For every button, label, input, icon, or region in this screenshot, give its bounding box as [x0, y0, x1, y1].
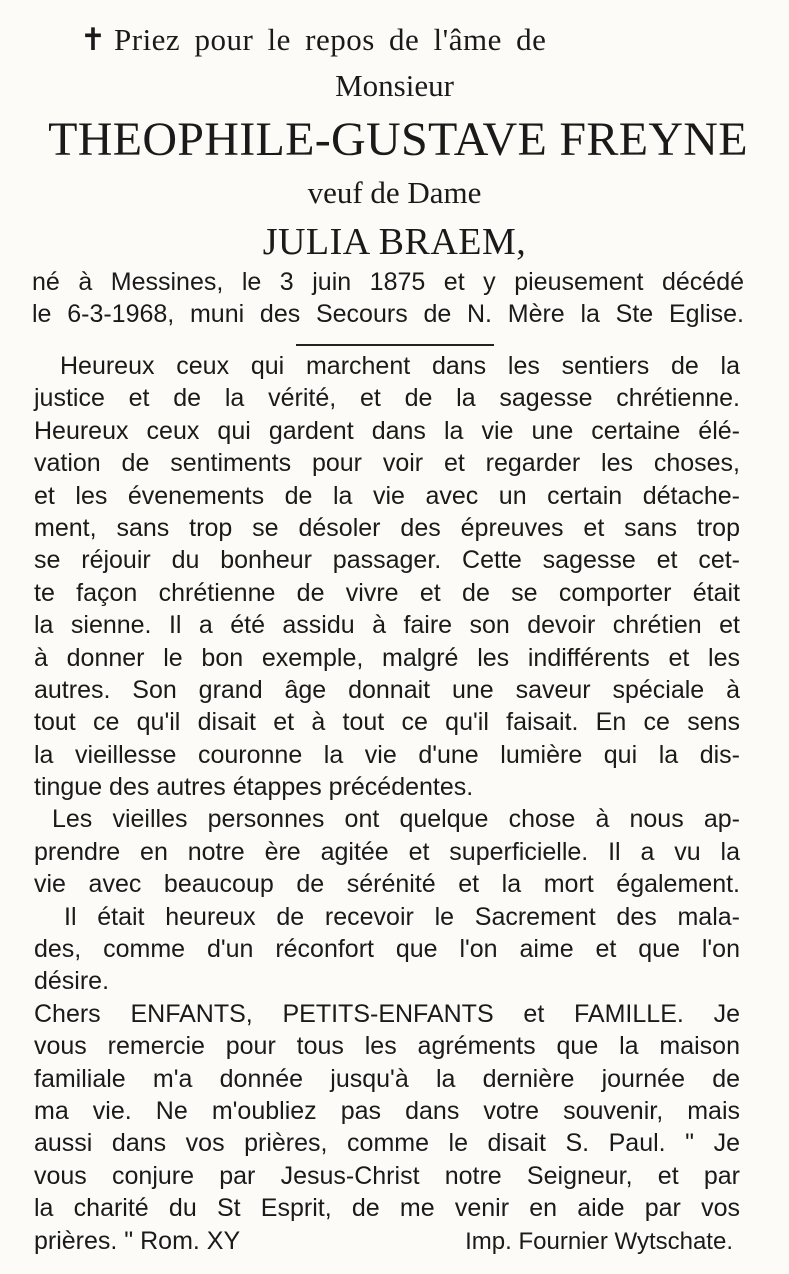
body-line: prières. " Rom. XY	[34, 1226, 241, 1255]
body-line: et les évenements de la vie avec un certain détache-	[34, 481, 740, 510]
body-line: familiale m'a donnée jusqu'à la dernière journée de	[34, 1064, 740, 1093]
body-line: la charité du St Esprit, de me venir en aide par vos	[34, 1194, 740, 1223]
printer-imprint: Imp. Fournier Wytschate.	[465, 1228, 733, 1255]
body-line: Chers ENFANTS, PETITS-ENFANTS et FAMILLE. Je	[34, 999, 740, 1028]
deceased-name: THEOPHILE-GUSTAVE FREYNE	[48, 113, 748, 166]
body-line: aussi dans vos prières, comme le disait S. Paul. " Je	[34, 1129, 740, 1158]
body-line: autres. Son grand âge donnait une saveur spéciale à	[34, 675, 740, 704]
honorific: Monsieur	[335, 68, 454, 103]
body-line: des, comme d'un réconfort que l'on aime et que l'on	[34, 935, 740, 964]
body-line: Les vieilles personnes ont quelque chose à nous ap-	[52, 805, 740, 834]
body-line: te façon chrétienne de vivre et de se comporter était	[34, 578, 740, 607]
widower-line: veuf de Dame	[307, 175, 482, 210]
body-line: vous conjure par Jesus-Christ notre Seigneur, et par	[34, 1161, 740, 1190]
body-line: la sienne. Il a été assidu à faire son devoir chrétien et	[34, 611, 740, 640]
prayer-text: Priez pour le repos de l'âme de	[114, 22, 547, 57]
birth-death-dates	[32, 266, 744, 330]
body-line: Heureux ceux qui marchent dans les sentiers de la	[60, 352, 740, 380]
body-line: prendre en notre ère agitée et superficielle. Il a vu la	[34, 837, 740, 866]
dates-line-2: le 6-3-1968, muni des Secours de N. Mère la Ste Eglise.	[32, 300, 744, 328]
body-line: tout ce qu'il disait et à tout ce qu'il faisait. En ce sens	[34, 708, 740, 737]
body-line: ma vie. Ne m'oubliez pas dans votre souvenir, mais	[34, 1096, 740, 1125]
body-line: vie avec beaucoup de sérénité et la mort également.	[34, 870, 740, 899]
body-line: tingue des autres étappes précédentes.	[34, 773, 474, 802]
body-line: désire.	[34, 967, 110, 996]
body-line: ment, sans trop se désoler des épreuves et sans trop	[34, 513, 740, 542]
body-line: vation de sentiments pour voir et regarder les choses,	[34, 449, 740, 478]
body-line: à donner le bon exemple, malgré les indifférents et les	[34, 643, 740, 672]
prayer-line	[80, 22, 720, 58]
spouse-name: JULIA BRAEM,	[262, 221, 527, 263]
body-line: justice et de la vérité, et de la sagesse chrétienne.	[34, 384, 740, 413]
divider	[296, 344, 494, 346]
body-line: la vieillesse couronne la vie d'une lumière qui la dis-	[34, 740, 740, 769]
cross-icon: ✝	[80, 22, 107, 57]
body-line: Il était heureux de recevoir le Sacrement des mala-	[64, 902, 740, 931]
body-line: Heureux ceux qui gardent dans la vie une certaine élé-	[34, 416, 740, 445]
body-line: vous remercie pour tous les agréments que la maison	[34, 1032, 740, 1061]
body-text	[34, 350, 740, 1257]
body-line: se réjouir du bonheur passager. Cette sagesse et cet-	[34, 546, 740, 575]
dates-line-1: né à Messines, le 3 juin 1875 et y pieusement décédé	[32, 268, 744, 296]
